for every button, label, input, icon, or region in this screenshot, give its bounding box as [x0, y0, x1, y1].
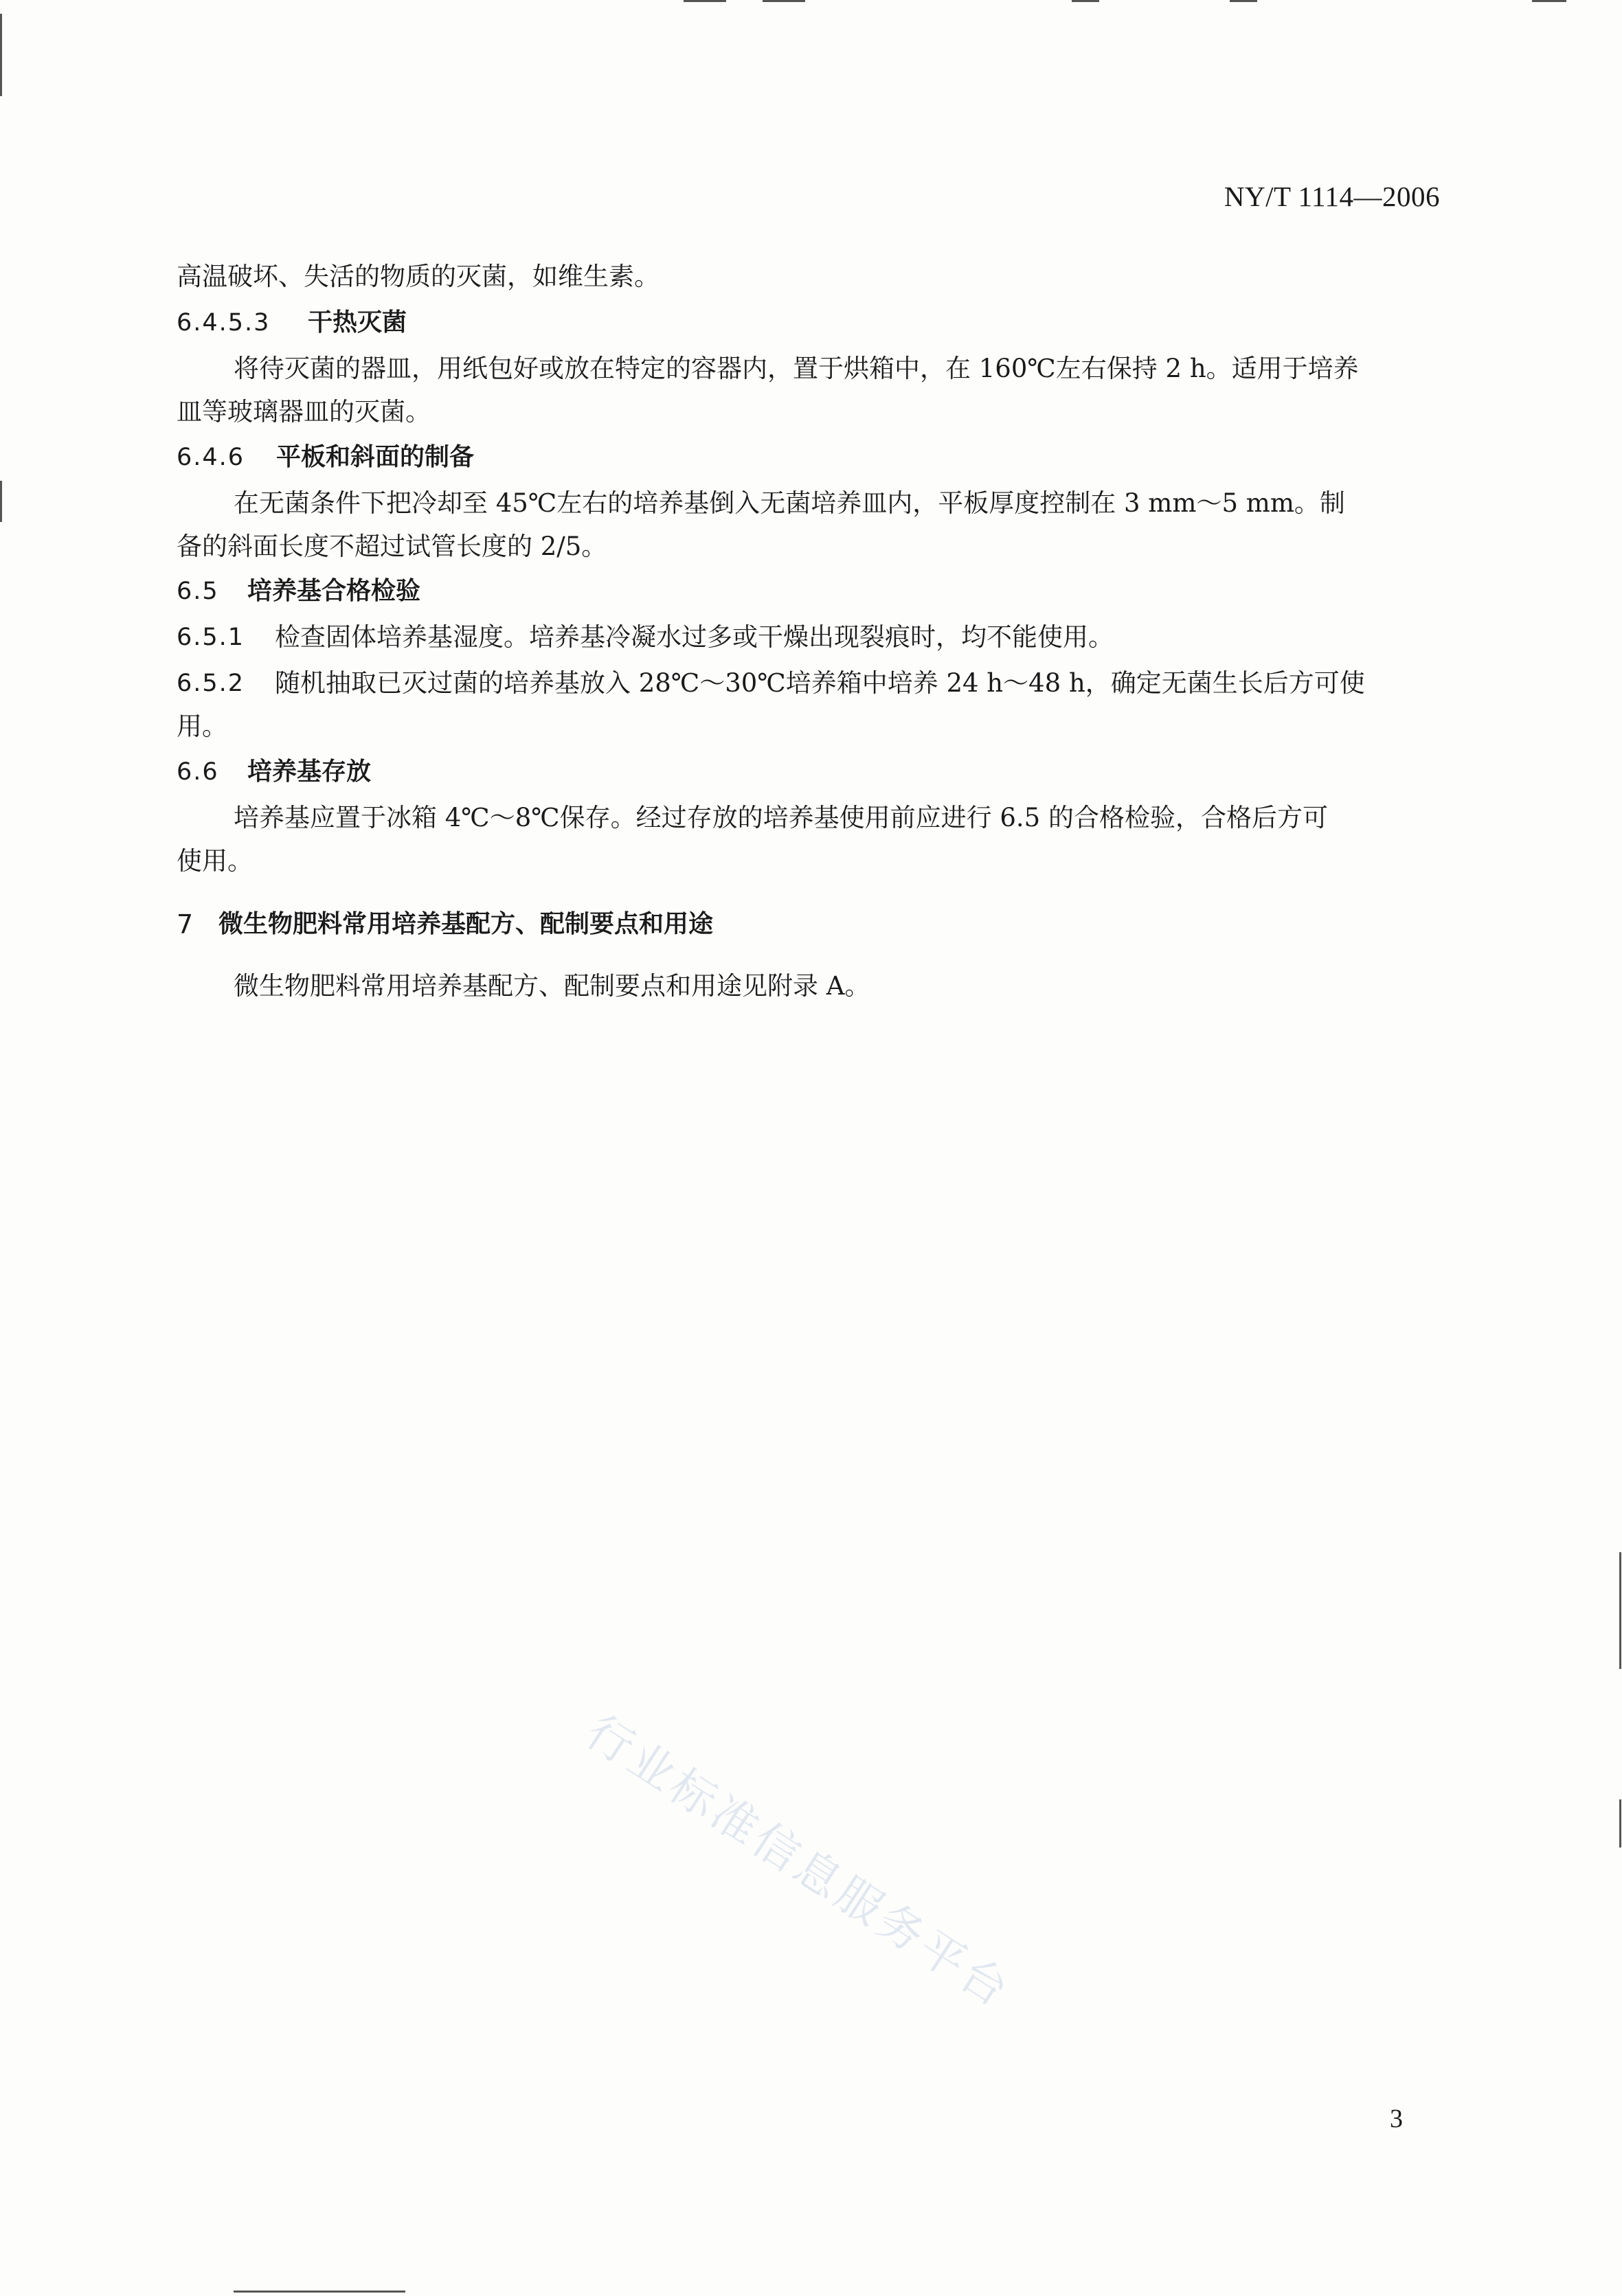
paragraph-line: 使用。	[177, 846, 253, 876]
paragraph-line: 随机抽取已灭过菌的培养基放入 28℃～30℃培养箱中培养 24 h～48 h，确定无菌生长后方可使	[275, 668, 1365, 698]
page-number: 3	[1390, 2104, 1403, 2133]
scan-top-dash-2	[763, 0, 805, 2]
paragraph-line: 培养基应置于冰箱 4℃～8℃保存。经过存放的培养基使用前应进行 6.5 的合格检验，合格后方可	[234, 803, 1328, 832]
paragraph-line: 在无菌条件下把冷却至 45℃左右的培养基倒入无菌培养皿内，平板厚度控制在 3 mm～5 mm。制	[234, 488, 1345, 518]
chapter-title: 微生物肥料常用培养基配方、配制要点和用途	[218, 910, 714, 938]
section-number: 6.4.5.3	[177, 309, 271, 337]
section-title: 培养基存放	[247, 758, 372, 786]
watermark-text: 行业标准信息服务平台	[576, 1705, 1021, 2019]
paragraph-line: 检查固体培养基湿度。培养基冷凝水过多或干燥出现裂痕时，均不能使用。	[275, 622, 1114, 652]
paragraph-line: 微生物肥料常用培养基配方、配制要点和用途见附录 A。	[234, 971, 870, 1001]
paragraph-line: 将待灭菌的器皿，用纸包好或放在特定的容器内，置于烘箱中，在 160℃左右保持 2 h。适用于培养	[234, 354, 1359, 383]
clause-number: 6.5.1	[177, 624, 245, 651]
scan-top-dash-1	[684, 0, 726, 2]
section-title: 干热灭菌	[308, 308, 407, 337]
paragraph-line: 皿等玻璃器皿的灭菌。	[177, 397, 431, 427]
chapter-number: 7	[177, 909, 195, 940]
section-number: 6.6	[177, 758, 219, 786]
clause-number: 6.5.2	[177, 670, 245, 697]
scan-edge-mark-left-2	[0, 481, 2, 522]
scan-edge-mark-right-2	[1619, 1799, 1621, 1848]
scan-top-dash-3	[1072, 0, 1099, 2]
standard-code: NY/T 1114—2006	[1224, 181, 1440, 212]
scan-top-dash-5	[1532, 0, 1566, 2]
paragraph-line: 备的斜面长度不超过试管长度的 2/5。	[177, 532, 607, 561]
section-number: 6.4.6	[177, 444, 245, 471]
section-title: 平板和斜面的制备	[276, 443, 475, 471]
scan-edge-mark-left	[0, 14, 2, 96]
scan-edge-mark-right	[1619, 1552, 1621, 1669]
paragraph-line: 用。	[177, 712, 227, 741]
scan-bottom-line	[234, 2291, 405, 2293]
section-number: 6.5	[177, 578, 219, 605]
scan-top-dash-4	[1230, 0, 1257, 2]
paragraph-line: 高温破坏、失活的物质的灭菌，如维生素。	[177, 262, 660, 291]
section-title: 培养基合格检验	[247, 577, 421, 605]
